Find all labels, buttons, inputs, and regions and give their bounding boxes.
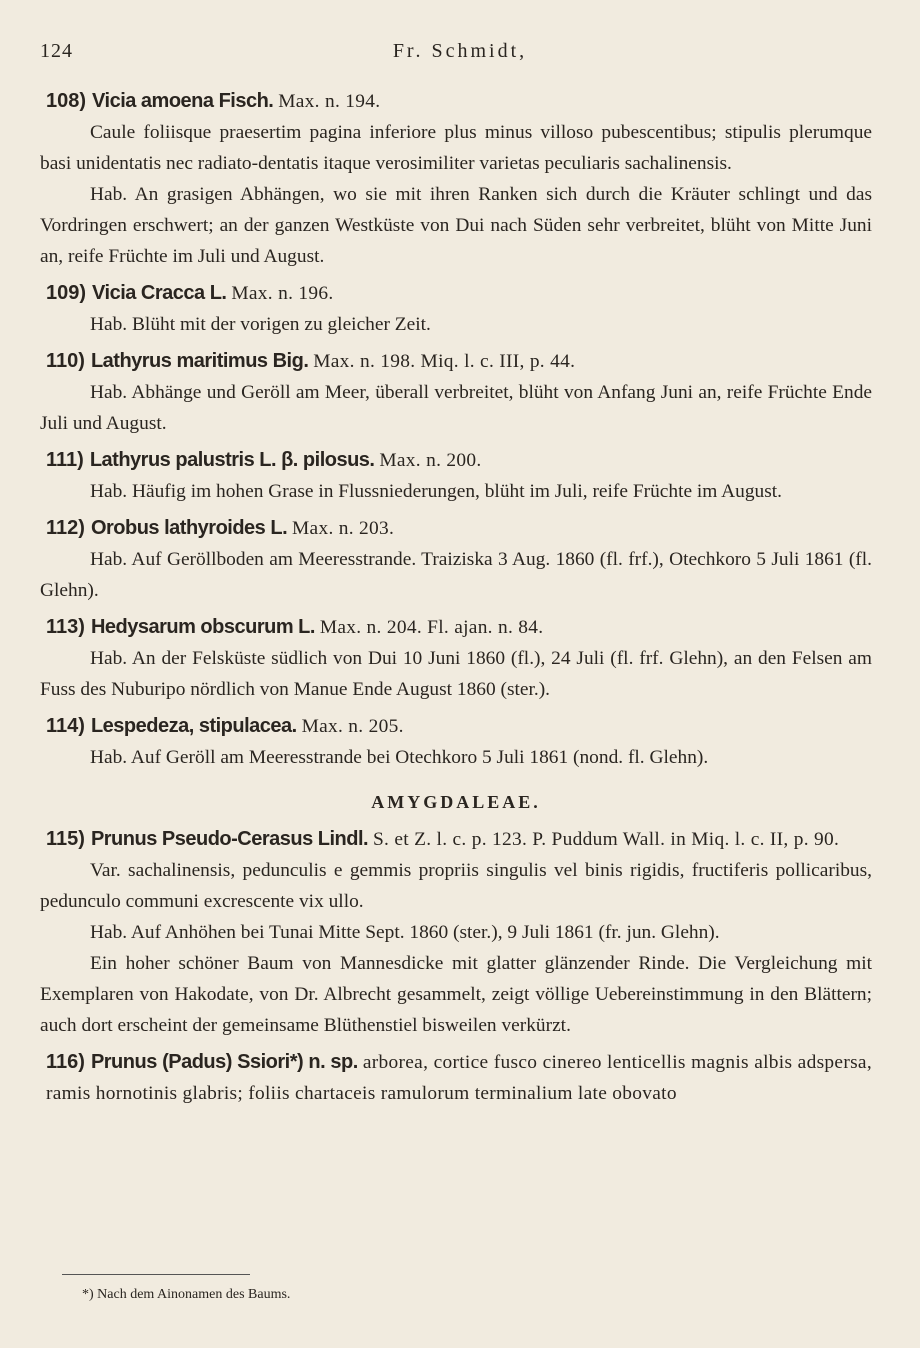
- entry-number: 109): [46, 282, 87, 304]
- species-name: Vicia Cracca L.: [92, 282, 227, 304]
- habitat-paragraph: Hab. Auf Geröllboden am Meeresstrande. Traiziska 3 Aug. 1860 (fl. frf.), Otechkoro 5 Juli 1861 (fl. Glehn).: [40, 549, 872, 601]
- species-entry: [40, 278, 872, 340]
- species-name: Prunus (Padus) Ssiori*) n. sp.: [90, 1051, 358, 1073]
- species-entry: [40, 612, 872, 705]
- reference: Max. n. 204. Fl. ajan. n. 84.: [319, 617, 544, 638]
- species-name: Vicia amoena Fisch.: [92, 90, 274, 112]
- description: arborea, cortice fusco cinereo lenticellis magnis albis adspersa, ramis hornotinis glabris; foliis chartaceis ramulorum terminalium late obovato: [46, 1052, 872, 1104]
- habitat-paragraph: Hab. Auf Geröll am Meeresstrande bei Otechkoro 5 Juli 1861 (nond. fl. Glehn).: [90, 747, 709, 768]
- habitat-paragraph: Hab. An grasigen Abhängen, wo sie mit ihren Ranken sich durch die Kräuter schlingt und das Vordringen erschwert; an der ganzen Westküste von Dui nach Süden sehr verbreitet, blüht von Mitte Juni an, reife Früchte im Juli und August.: [40, 184, 872, 267]
- page-number: 124: [40, 40, 73, 62]
- reference: Max. n. 200.: [379, 450, 482, 471]
- entry-number: 114): [46, 715, 85, 737]
- habitat-paragraph: Hab. An der Felsküste südlich von Dui 10 Juni 1860 (fl.), 24 Juli (fl. frf. Glehn), an den Felsen am Fuss des Nuburipo nördlich von Manue Ende August 1860 (ster.).: [40, 648, 872, 700]
- footnote: *) Nach dem Ainonamen des Baums.: [82, 1287, 291, 1302]
- entry-number: 115): [46, 828, 85, 850]
- species-name: Lathyrus maritimus Big.: [90, 350, 309, 372]
- species-entry: [40, 711, 872, 773]
- reference: Max. n. 205.: [301, 716, 404, 737]
- species-name: Hedysarum obscurum L.: [90, 616, 315, 638]
- entry-number: 113): [46, 616, 85, 638]
- page-body: [40, 86, 872, 1109]
- species-entry: [40, 824, 872, 1041]
- running-header: [40, 40, 880, 70]
- entry-number: 110): [46, 350, 85, 372]
- reference: S. et Z. l. c. p. 123. P. Puddum Wall. in Miq. l. c. II, p. 90.: [372, 829, 840, 850]
- species-name: Prunus Pseudo-Cerasus Lindl.: [90, 828, 369, 850]
- species-entry: [40, 445, 872, 507]
- habitat-paragraph: Hab. Auf Anhöhen bei Tunai Mitte Sept. 1860 (ster.), 9 Juli 1861 (fr. jun. Glehn).: [90, 922, 720, 943]
- paragraph: Var. sachalinensis, pedunculis e gemmis propriis singulis vel binis rigidis, fructiferis pollicaribus, pedunculo communi excrescente vix ullo.: [40, 860, 872, 912]
- section-heading: AMYGDALEAE.: [371, 792, 541, 812]
- reference: Max. n. 198. Miq. l. c. III, p. 44.: [313, 351, 576, 372]
- footnote-rule: [62, 1274, 250, 1275]
- species-name: Orobus lathyroides L.: [90, 517, 288, 539]
- entry-number: 116): [46, 1051, 85, 1073]
- habitat-paragraph: Hab. Abhänge und Geröll am Meer, überall verbreitet, blüht von Anfang Juni an, reife Früchte Ende Juli und August.: [40, 382, 872, 434]
- habitat-paragraph: Hab. Blüht mit der vorigen zu gleicher Zeit.: [90, 314, 431, 335]
- species-name: Lespedeza, stipulacea.: [90, 715, 297, 737]
- species-entry: [40, 513, 872, 606]
- species-entry: [40, 346, 872, 439]
- species-name: Lathyrus palustris L. β. pilosus.: [89, 449, 375, 471]
- species-entry: [40, 1047, 872, 1109]
- species-entry: [40, 86, 872, 272]
- entry-number: 111): [46, 449, 84, 471]
- entry-number: 108): [46, 90, 87, 112]
- reference: Max. n. 194.: [278, 91, 381, 112]
- running-title: Fr. Schmidt,: [392, 40, 528, 62]
- reference: Max. n. 203.: [292, 518, 395, 539]
- reference: Max. n. 196.: [231, 283, 334, 304]
- entry-number: 112): [46, 517, 85, 539]
- habitat-paragraph: Hab. Häufig im hohen Grase in Flussniederungen, blüht im Juli, reife Früchte im August.: [90, 481, 783, 502]
- paragraph: Caule foliisque praesertim pagina inferiore plus minus villoso pubescentibus; stipulis plerumque basi unidentatis nec radiato-dentatis itaque verosimiliter varietas peculiaris sachalinensis.: [40, 122, 872, 174]
- paragraph: Ein hoher schöner Baum von Mannesdicke mit glatter glänzender Rinde. Die Vergleichung mit Exemplaren von Hakodate, von Dr. Albrecht gesammelt, zeigt völlige Uebereinstimmung in den Blättern; auch dort erscheint der gemeinsame Blüthenstiel bisweilen verkürzt.: [40, 953, 872, 1036]
